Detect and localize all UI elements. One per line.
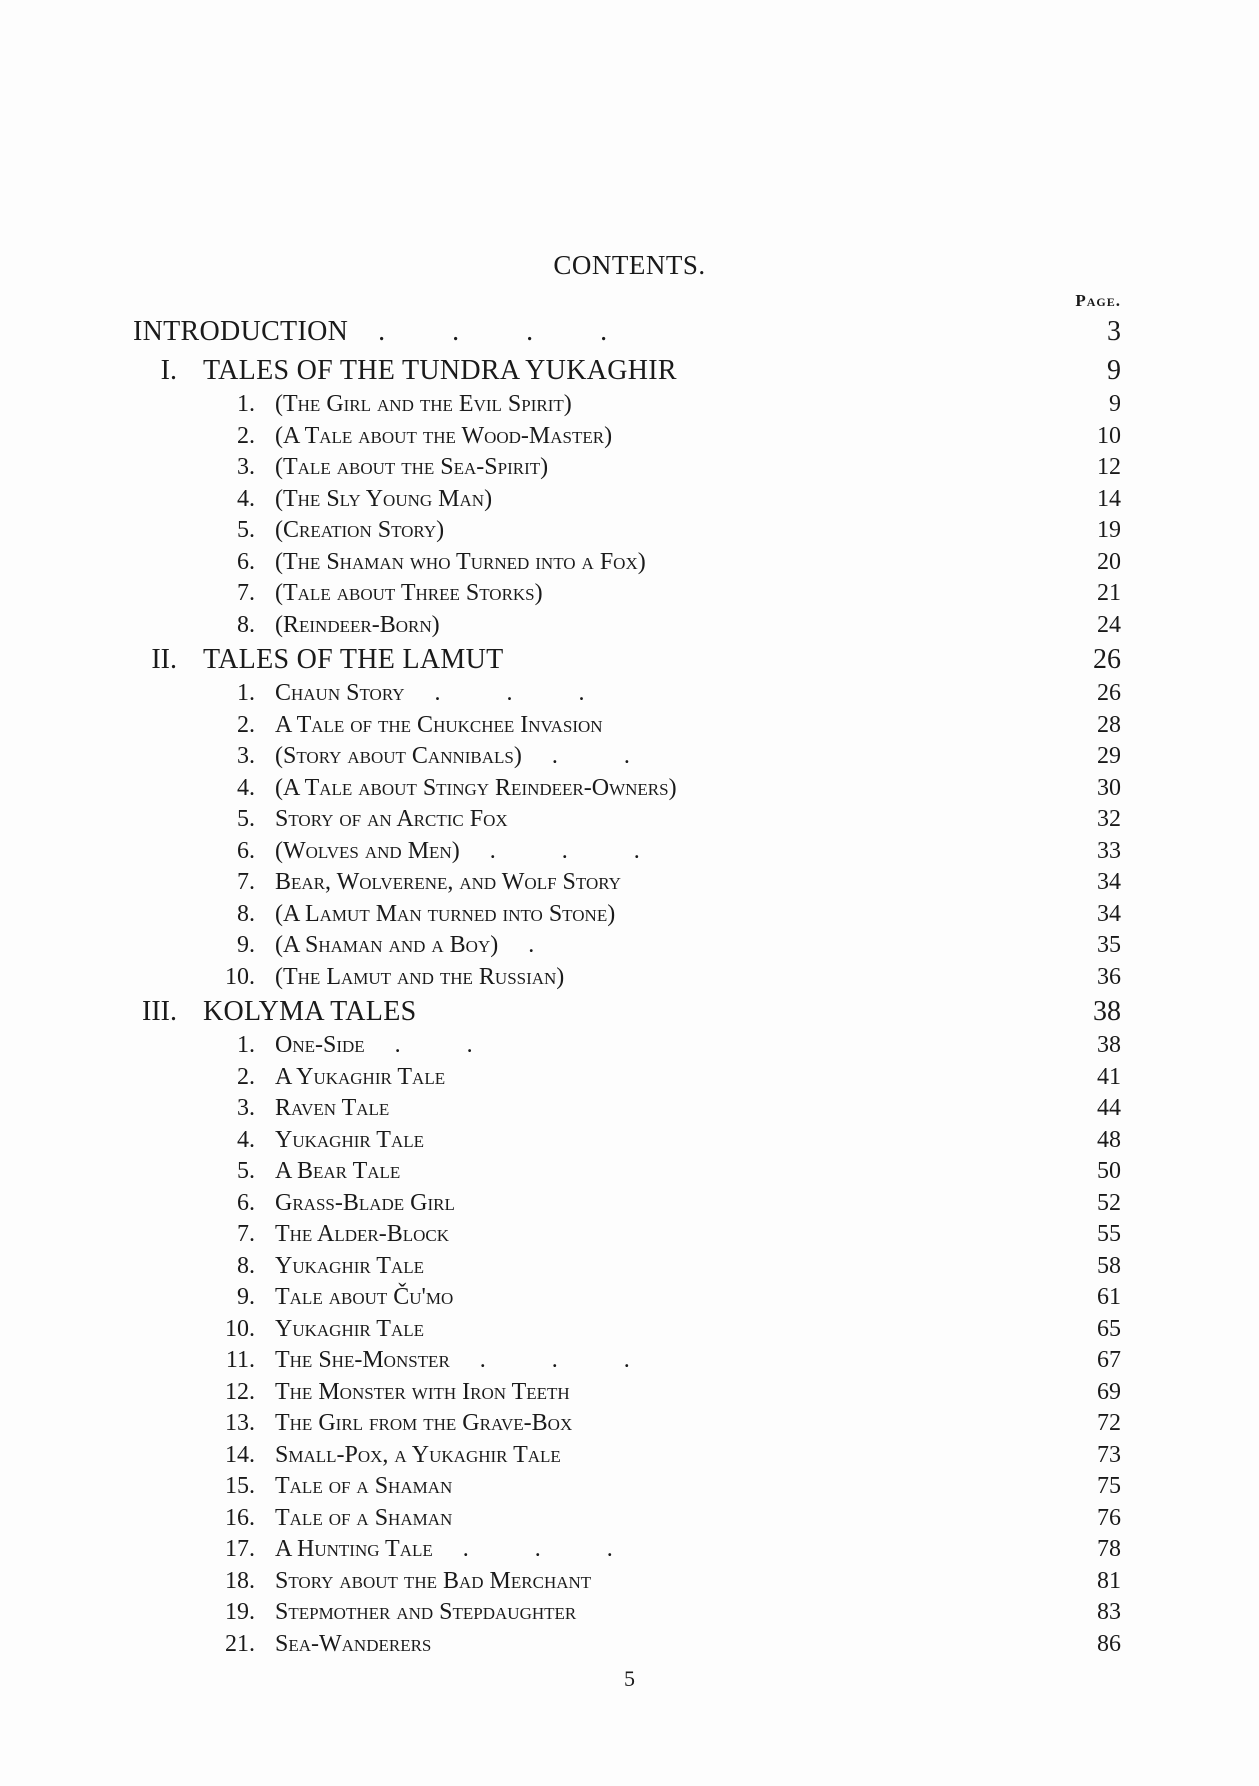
entry-title: Yukaghir Tale [275, 1315, 424, 1342]
toc-entry [133, 421, 1121, 453]
page-number: 83 [1097, 1599, 1121, 1625]
page-column-label: Page. [1075, 291, 1121, 310]
page-number: 81 [1097, 1567, 1121, 1594]
toc-entry [133, 1156, 1121, 1188]
page-number: 50 [1097, 1158, 1121, 1184]
entry-title: (A Tale about the Wood-Master) [275, 422, 613, 449]
entry-number: 3. [237, 743, 255, 769]
entry-number: 5. [237, 1158, 255, 1184]
entry-number: 10. [225, 1315, 255, 1342]
section-number: II. [151, 644, 177, 675]
entry-number: 7. [237, 869, 255, 895]
entry-number: 13. [225, 1410, 255, 1436]
page-number: 29 [1097, 743, 1121, 769]
entry-title: Raven Tale [275, 1095, 390, 1121]
page-number: 9 [1107, 355, 1121, 386]
page-number: 41 [1097, 1063, 1121, 1090]
page-number: 44 [1097, 1095, 1121, 1121]
page-number: 26 [1097, 680, 1121, 706]
toc-entry [133, 1345, 1121, 1377]
entry-number: 6. [237, 837, 255, 864]
entry-title: A Bear Tale [275, 1158, 401, 1184]
toc-entry [133, 578, 1121, 610]
entry-number: 10. [225, 963, 255, 990]
toc-entry [133, 547, 1121, 579]
toc-entry [133, 773, 1121, 805]
toc-entry [133, 1629, 1121, 1661]
entry-title: (Wolves and Men) . . . [275, 837, 670, 864]
toc-entry [133, 1251, 1121, 1283]
page-number: 34 [1097, 869, 1121, 895]
entry-number: 7. [237, 1221, 255, 1247]
entry-title: (The Sly Young Man) [275, 485, 493, 512]
entry-title: A Hunting Tale . . . [275, 1536, 643, 1562]
entry-number: 14. [225, 1441, 255, 1468]
page-number: 61 [1097, 1284, 1121, 1310]
entry-title: The She-Monster . . . [275, 1347, 660, 1373]
entry-title: A Yukaghir Tale [275, 1063, 446, 1090]
toc-entry [133, 1408, 1121, 1440]
section-heading [133, 352, 1121, 389]
section-number: I. [160, 355, 177, 386]
section-title: KOLYMA TALES [203, 996, 417, 1027]
page-title: CONTENTS. [553, 250, 706, 280]
entry-title: Yukaghir Tale [275, 1126, 424, 1153]
entry-number: 12. [225, 1378, 255, 1405]
toc-entry [133, 1282, 1121, 1314]
page-number: 72 [1097, 1410, 1121, 1436]
entry-number: 4. [237, 1126, 255, 1153]
toc-entry [133, 610, 1121, 642]
dot-leader: . [528, 932, 565, 958]
folio: 5 [624, 1666, 635, 1691]
toc-entry [133, 1597, 1121, 1629]
page-number: 10 [1097, 422, 1121, 449]
entry-title: The Alder-Block [275, 1221, 449, 1247]
toc-entry [133, 1566, 1121, 1598]
toc-entry [133, 1377, 1121, 1409]
entry-number: 2. [237, 1063, 255, 1090]
toc-entry [133, 1471, 1121, 1503]
entry-number: 21. [225, 1630, 255, 1657]
entry-number: 7. [237, 580, 255, 606]
entry-title: Story of an Arctic Fox [275, 806, 508, 832]
entry-number: 1. [237, 391, 255, 417]
entry-number: 11. [225, 1347, 255, 1373]
page-number: 86 [1097, 1630, 1121, 1657]
entry-title: (Reindeer-Born) [275, 611, 440, 638]
entry-title: Tale of a Shaman [275, 1504, 453, 1531]
entry-title: (A Shaman and a Boy) . [275, 932, 565, 958]
entry-title: (The Girl and the Evil Spirit) [275, 391, 572, 417]
toc-entry [133, 1534, 1121, 1566]
toc-entry [133, 836, 1121, 868]
entry-title: One-Side . . [275, 1032, 503, 1058]
entry-title: (A Tale about Stingy Reindeer-Owners) [275, 774, 677, 801]
introduction-row [133, 312, 1121, 352]
entry-number: 2. [237, 711, 255, 738]
introduction-title: INTRODUCTION . . . . [133, 316, 638, 347]
entry-number: 2. [237, 422, 255, 449]
page-number: 58 [1097, 1252, 1121, 1279]
page-number: 55 [1097, 1221, 1121, 1247]
entry-number: 17. [225, 1536, 255, 1562]
page-number: 14 [1097, 485, 1121, 512]
entry-title: (Tale about Three Storks) [275, 580, 543, 606]
page-number: 28 [1097, 711, 1121, 738]
toc-entry [133, 962, 1121, 994]
entry-title: (The Lamut and the Russian) [275, 963, 565, 990]
entry-number: 16. [225, 1504, 255, 1531]
page-number: 24 [1097, 611, 1121, 638]
toc-entry [133, 1503, 1121, 1535]
toc-entry [133, 1314, 1121, 1346]
entry-number: 8. [237, 900, 255, 927]
page-number: 9 [1109, 391, 1121, 417]
page-number: 73 [1097, 1441, 1121, 1468]
toc-entry [133, 930, 1121, 962]
page-number: 65 [1097, 1315, 1121, 1342]
entry-number: 18. [225, 1567, 255, 1594]
entry-number: 3. [237, 1095, 255, 1121]
entry-title: Grass-Blade Girl [275, 1189, 455, 1216]
page-number: 67 [1097, 1347, 1121, 1373]
entry-number: 9. [237, 1284, 255, 1310]
entry-number: 5. [237, 517, 255, 543]
entry-number: 9. [237, 932, 255, 958]
page-number: 36 [1097, 963, 1121, 990]
dot-leader: . . . . [378, 316, 638, 347]
entry-title: A Tale of the Chukchee Invasion [275, 711, 603, 738]
section-title: TALES OF THE TUNDRA YUKAGHIR [203, 355, 677, 386]
page-number: 33 [1097, 837, 1121, 864]
entry-number: 4. [237, 485, 255, 512]
page-number: 21 [1097, 580, 1121, 606]
entry-number: 1. [237, 1032, 255, 1058]
toc-entry [133, 1440, 1121, 1472]
entry-number: 19. [225, 1599, 255, 1625]
page-number: 12 [1097, 454, 1121, 480]
page-number: 38 [1093, 996, 1121, 1027]
toc-entry [133, 710, 1121, 742]
entry-title: The Girl from the Grave-Box [275, 1410, 573, 1436]
entry-number: 8. [237, 1252, 255, 1279]
toc-entry [133, 484, 1121, 516]
toc-entry [133, 1188, 1121, 1220]
entry-title: Tale about Ču'mo [275, 1284, 454, 1310]
section-number: III. [142, 996, 177, 1027]
entry-number: 5. [237, 806, 255, 832]
page-number: 20 [1097, 548, 1121, 575]
entry-title: Tale of a Shaman [275, 1473, 453, 1499]
entry-title: (The Shaman who Turned into a Fox) [275, 548, 646, 575]
page-number: 35 [1097, 932, 1121, 958]
page-number: 38 [1097, 1032, 1121, 1058]
entry-title: (Tale about the Sea-Spirit) [275, 454, 549, 480]
page-number: 52 [1097, 1189, 1121, 1216]
entry-title: Chaun Story . . . [275, 680, 615, 706]
entry-title: Stepmother and Stepdaughter [275, 1599, 577, 1625]
entry-title: Small-Pox, a Yukaghir Tale [275, 1441, 561, 1468]
section-heading [133, 641, 1121, 678]
page-number: 26 [1093, 644, 1121, 675]
entry-number: 3. [237, 454, 255, 480]
page-number: 30 [1097, 774, 1121, 801]
dot-leader: . . [394, 1032, 503, 1058]
section-heading [133, 993, 1121, 1030]
entry-number: 6. [237, 1189, 255, 1216]
page-number: 34 [1097, 900, 1121, 927]
entry-number: 8. [237, 611, 255, 638]
toc-entry [133, 1093, 1121, 1125]
table-of-contents [133, 312, 1121, 1660]
toc-entry [133, 1030, 1121, 1062]
entry-title: (A Lamut Man turned into Stone) [275, 900, 616, 927]
toc-entry [133, 741, 1121, 773]
toc-entry [133, 899, 1121, 931]
toc-entry [133, 867, 1121, 899]
entry-number: 6. [237, 548, 255, 575]
toc-entry [133, 452, 1121, 484]
page-number: 32 [1097, 806, 1121, 832]
toc-entry [133, 1219, 1121, 1251]
toc-entry [133, 804, 1121, 836]
entry-number: 1. [237, 680, 255, 706]
page-number: 3 [1107, 316, 1121, 347]
page-number: 19 [1097, 517, 1121, 543]
entry-title: (Creation Story) [275, 517, 445, 543]
entry-title: Bear, Wolverene, and Wolf Story [275, 869, 621, 895]
entry-title: Story about the Bad Merchant [275, 1567, 592, 1594]
dot-leader: . . . [489, 837, 670, 864]
page-number: 69 [1097, 1378, 1121, 1405]
dot-leader: . . [551, 743, 660, 769]
dot-leader: . . . [434, 680, 615, 706]
entry-title: Yukaghir Tale [275, 1252, 424, 1279]
entry-title: The Monster with Iron Teeth [275, 1378, 570, 1405]
page-number: 75 [1097, 1473, 1121, 1499]
toc-entry [133, 1125, 1121, 1157]
toc-entry [133, 515, 1121, 547]
toc-entry [133, 1062, 1121, 1094]
section-title: TALES OF THE LAMUT [203, 644, 504, 675]
toc-entry [133, 678, 1121, 710]
entry-title: Sea-Wanderers [275, 1630, 432, 1657]
dot-leader: . . . [462, 1536, 643, 1562]
page-number: 76 [1097, 1504, 1121, 1531]
page-number: 78 [1097, 1536, 1121, 1562]
entry-number: 15. [225, 1473, 255, 1499]
entry-title: (Story about Cannibals) . . [275, 743, 660, 769]
dot-leader: . . . [479, 1347, 660, 1373]
page-number: 48 [1097, 1126, 1121, 1153]
toc-entry [133, 389, 1121, 421]
entry-number: 4. [237, 774, 255, 801]
